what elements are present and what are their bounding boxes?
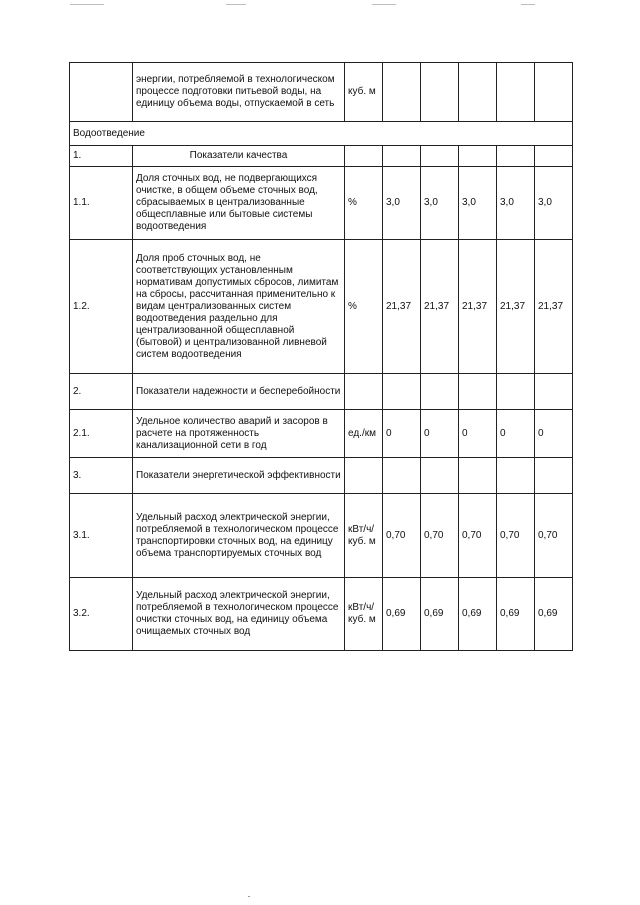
value-cell: 3,0 <box>535 167 573 240</box>
value-cell <box>497 374 535 410</box>
row-number: 1. <box>70 146 133 167</box>
table-row <box>70 240 573 374</box>
value-cell <box>459 146 497 167</box>
value-cell <box>383 146 421 167</box>
value-cell: 21,37 <box>421 240 459 374</box>
value-cell <box>421 374 459 410</box>
row-number: 3. <box>70 458 133 494</box>
row-number: 1.2. <box>70 240 133 374</box>
value-cell: 0,70 <box>535 494 573 578</box>
value-cell <box>535 458 573 494</box>
row-unit: % <box>345 240 383 374</box>
value-cell <box>459 63 497 122</box>
value-cell <box>459 374 497 410</box>
value-cell: 0,70 <box>459 494 497 578</box>
row-unit: % <box>345 167 383 240</box>
indicators-table <box>69 62 573 651</box>
row-description: Показатели надежности и бесперебойности <box>133 374 345 410</box>
value-cell <box>497 458 535 494</box>
value-cell <box>535 374 573 410</box>
value-cell <box>383 458 421 494</box>
row-number: 3.2. <box>70 578 133 651</box>
table-row <box>70 374 573 410</box>
table-row-continued <box>70 63 573 122</box>
value-cell: 3,0 <box>459 167 497 240</box>
row-unit <box>345 374 383 410</box>
row-unit: куб. м <box>345 63 383 122</box>
value-cell <box>421 146 459 167</box>
table-row <box>70 458 573 494</box>
row-number: 1.1. <box>70 167 133 240</box>
table-row <box>70 410 573 458</box>
row-unit: кВт/ч/ куб. м <box>345 494 383 578</box>
table-row <box>70 578 573 651</box>
row-unit <box>345 458 383 494</box>
value-cell: 0,69 <box>497 578 535 651</box>
row-number-cell <box>70 63 133 122</box>
row-unit <box>345 146 383 167</box>
value-cell <box>535 146 573 167</box>
value-cell <box>421 458 459 494</box>
value-cell: 21,37 <box>459 240 497 374</box>
row-unit: кВт/ч/ куб. м <box>345 578 383 651</box>
row-description: Удельный расход электрической энергии, потребляемой в технологическом процессе очистки сточных вод, на единицу объема очищаемых сточных вод <box>133 578 345 651</box>
value-cell <box>497 63 535 122</box>
scan-artifact-dot <box>248 896 250 897</box>
value-cell <box>383 374 421 410</box>
value-cell <box>535 63 573 122</box>
value-cell <box>459 458 497 494</box>
section-title: Водоотведение <box>70 122 573 146</box>
scan-artifacts <box>0 2 640 8</box>
row-description: Показатели энергетической эффективности <box>133 458 345 494</box>
value-cell: 3,0 <box>383 167 421 240</box>
value-cell: 21,37 <box>497 240 535 374</box>
value-cell: 21,37 <box>383 240 421 374</box>
table-row <box>70 167 573 240</box>
value-cell: 0 <box>497 410 535 458</box>
row-number: 3.1. <box>70 494 133 578</box>
value-cell: 0,70 <box>421 494 459 578</box>
row-number: 2.1. <box>70 410 133 458</box>
value-cell: 0,69 <box>459 578 497 651</box>
value-cell: 0,69 <box>535 578 573 651</box>
value-cell: 0 <box>459 410 497 458</box>
value-cell: 0 <box>383 410 421 458</box>
value-cell: 3,0 <box>497 167 535 240</box>
row-description: Доля проб сточных вод, не соответствующих установленным нормативам допустимых сбросов, лимитам на сбросы, рассчитанная применительно к видам централизованных систем водоотведения раздельно для централизованной общесплавной (бытовой) и централизованной ливневой систем водоотведения <box>133 240 345 374</box>
value-cell: 0,70 <box>497 494 535 578</box>
row-description: Удельное количество аварий и засоров в расчете на протяженность канализационной сети в год <box>133 410 345 458</box>
value-cell: 0,69 <box>421 578 459 651</box>
value-cell: 0 <box>535 410 573 458</box>
table-row <box>70 146 573 167</box>
value-cell: 21,37 <box>535 240 573 374</box>
row-description: Удельный расход электрической энергии, потребляемой в технологическом процессе транспортировки сточных вод, на единицу объема транспортируемых сточных вод <box>133 494 345 578</box>
row-number: 2. <box>70 374 133 410</box>
value-cell: 0 <box>421 410 459 458</box>
value-cell <box>421 63 459 122</box>
row-description: Доля сточных вод, не подвергающихся очистке, в общем объеме сточных вод, сбрасываемых в централизованные общесплавные или бытовые системы водоотведения <box>133 167 345 240</box>
value-cell <box>383 63 421 122</box>
section-row <box>70 122 573 146</box>
value-cell <box>497 146 535 167</box>
value-cell: 0,70 <box>383 494 421 578</box>
row-description: Показатели качества <box>133 146 345 167</box>
row-unit: ед./км <box>345 410 383 458</box>
value-cell: 0,69 <box>383 578 421 651</box>
table-row <box>70 494 573 578</box>
row-description: энергии, потребляемой в технологическом процессе подготовки питьевой воды, на единицу объема воды, отпускаемой в сеть <box>133 63 345 122</box>
value-cell: 3,0 <box>421 167 459 240</box>
